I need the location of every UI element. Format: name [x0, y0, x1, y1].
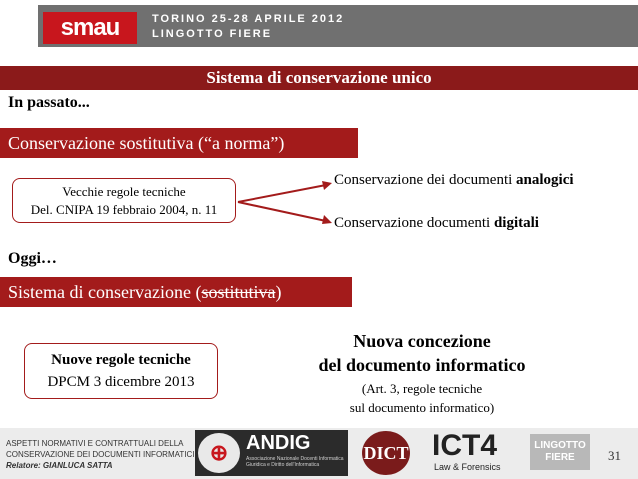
andig-name: ANDIG	[246, 432, 311, 454]
old-rules-reference: Del. CNIPA 19 febbraio 2004, n. 11	[30, 202, 218, 217]
lingotto-logo: LINGOTTO FIERE	[530, 434, 590, 470]
new-rules-title: Nuove regole tecniche	[51, 352, 191, 368]
branch-digitali-bold: digitali	[493, 215, 539, 231]
new-concept-block	[282, 329, 562, 417]
ict4-logo: ICT4	[432, 429, 498, 462]
dict-logo-icon: DICT	[362, 431, 410, 475]
branch-digitali-prefix: Conservazione documenti	[334, 215, 494, 231]
page-number: 31	[608, 448, 621, 463]
conservazione-sostitutiva-box	[0, 128, 358, 158]
arrow-up-line	[238, 185, 326, 202]
new-concept-note1: (Art. 3, regole tecniche	[361, 381, 483, 396]
old-rules-box	[12, 178, 236, 223]
arrow-up-head	[322, 181, 332, 190]
conservazione-sostitutiva-label: Conservazione sostitutiva (“a norma”)	[8, 133, 285, 153]
footer-speaker: Relatore: GIANLUCA SATTA	[6, 461, 113, 470]
branch-digitali	[334, 215, 539, 232]
arrow-down-head	[322, 215, 332, 224]
branch-analogici-prefix: Conservazione dei documenti	[334, 172, 517, 188]
footer-line1: ASPETTI NORMATIVI E CONTRATTUALI DELLA	[6, 439, 184, 448]
andig-subtitle: Associazione Nazionale Docenti Informatica Giuridica e Diritto dell'Informatica	[246, 456, 344, 468]
sistema-conservazione-suffix: )	[275, 282, 282, 302]
smau-logo: smau	[43, 12, 137, 44]
new-rules-reference: DPCM 3 dicembre 2013	[47, 374, 195, 390]
new-concept-line2: del documento informatico	[318, 355, 526, 375]
branch-arrows	[236, 178, 336, 228]
in-passato-heading: In passato...	[8, 94, 90, 111]
sistema-conservazione-box	[0, 277, 352, 307]
slide-title: Sistema di conservazione unico	[206, 68, 432, 87]
footer-talk-info	[6, 438, 194, 471]
andig-logo-icon: ⊕	[198, 433, 240, 473]
ict4-subtitle: Law & Forensics	[434, 462, 501, 472]
sistema-conservazione-prefix: Sistema di conservazione (	[8, 282, 202, 302]
branch-analogici	[334, 172, 574, 189]
old-rules-title: Vecchie regole tecniche	[62, 184, 186, 199]
event-date-text: TORINO 25-28 APRILE 2012	[152, 13, 345, 25]
sistema-conservazione-strike: sostitutiva	[201, 282, 276, 302]
footer-line2: CONSERVAZIONE DEI DOCUMENTI INFORMATICI	[6, 450, 195, 459]
arrow-down-line	[238, 202, 326, 221]
branch-analogici-bold: analogici	[516, 172, 574, 188]
new-concept-line1: Nuova concezione	[353, 331, 491, 351]
new-rules-box	[24, 343, 218, 399]
oggi-heading: Oggi…	[8, 250, 57, 267]
new-concept-note2: sul documento informatico)	[349, 400, 495, 415]
event-venue-text: LINGOTTO FIERE	[152, 28, 273, 40]
